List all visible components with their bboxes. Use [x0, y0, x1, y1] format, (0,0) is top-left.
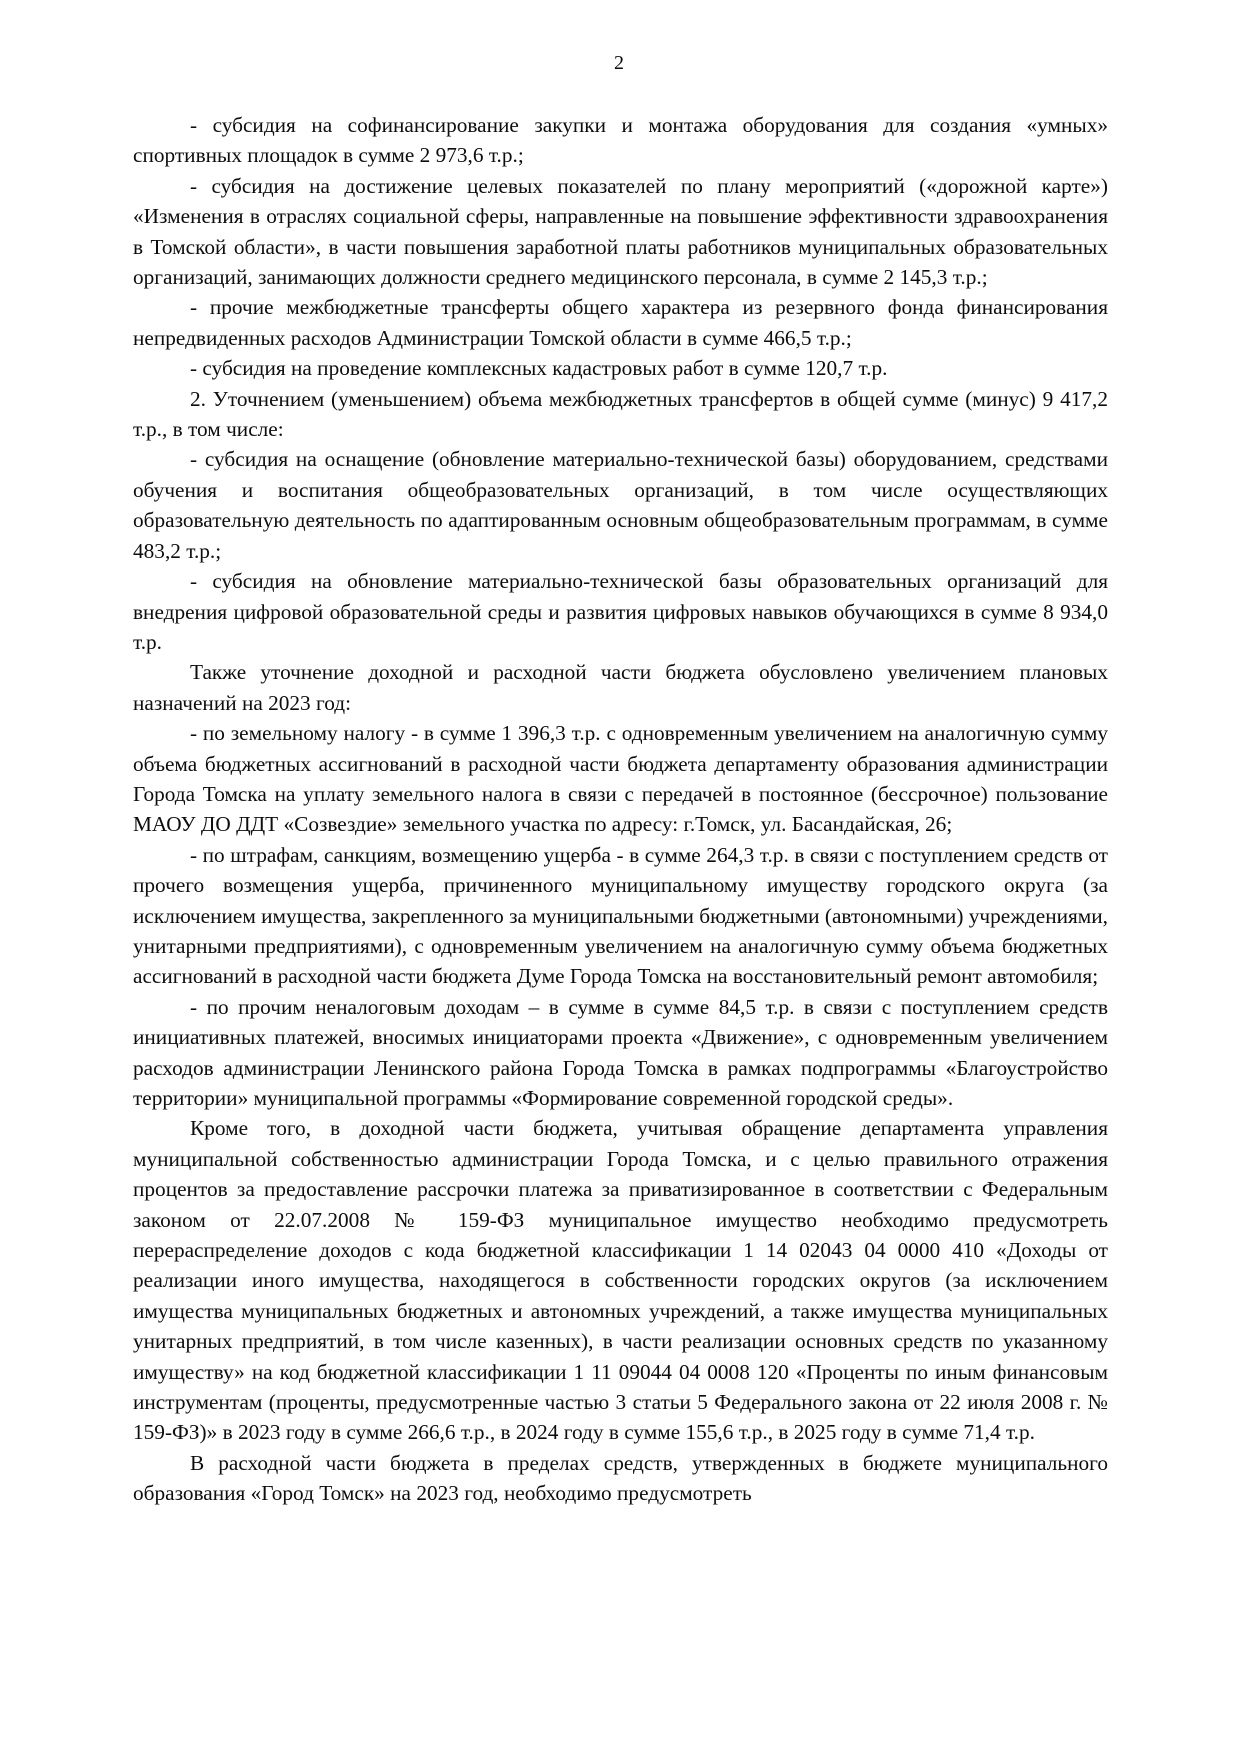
- paragraph: - субсидия на оснащение (обновление материально-технической базы) оборудованием, средствами обучения и воспитания общеобразовательных организаций, в том числе осуществляющих образовательную деятельность по адаптированным основным общеобразовательным программам, в сумме 483,2 т.р.;: [133, 447, 1108, 563]
- paragraph: 2. Уточнением (уменьшением) объема межбюджетных трансфертов в общей сумме (минус) 9 417,2 т.р., в том числе:: [133, 386, 1108, 442]
- paragraph: - прочие межбюджетные трансферты общего характера из резервного фонда финансирования непредвиденных расходов Администрации Томской области в сумме 466,5 т.р.;: [133, 295, 1108, 350]
- paragraph: - субсидия на обновление материально-технической базы образовательных организаций для внедрения цифровой образовательной среды и развития цифровых навыков обучающихся в сумме 8 934,0 т.р.: [133, 569, 1108, 654]
- paragraph: - по прочим неналоговым доходам – в сумме в сумме 84,5 т.р. в связи с поступлением средств инициативных платежей, вносимых инициаторами проекта «Движение», с одновременным увеличением расходов администрации Ленинского района Города Томска в рамках подпрограммы «Благоустройство территории» муниципальной программы «Формирование современной городской среды».: [133, 994, 1108, 1110]
- paragraph: - субсидия на проведение комплексных кадастровых работ в сумме 120,7 т.р.: [190, 356, 888, 381]
- paragraph: - по штрафам, санкциям, возмещению ущерба - в сумме 264,3 т.р. в связи с поступлением средств от прочего возмещения ущерба, причиненного муниципальному имуществу городского округа (за исключением имущества, закрепленного за муниципальными бюджетными (автономными) учреждениями, унитарными предприятиями), с одновременным увеличением на аналогичную сумму объема бюджетных ассигнований в расходной части бюджета Думе Города Томска на восстановительный ремонт автомобиля;: [133, 842, 1108, 989]
- paragraph: В расходной части бюджета в пределах средств, утвержденных в бюджете муниципального образования «Город Томск» на 2023 год, необходимо предусмотреть: [133, 1450, 1108, 1506]
- paragraph: - по земельному налогу - в сумме 1 396,3 т.р. с одновременным увеличением на аналогичную сумму объема бюджетных ассигнований в расходной части бюджета департаменту образования администрации Города Томска на уплату земельного налога в связи с передачей в постоянное (бессрочное) пользование МАОУ ДО ДДТ «Созвездие» земельного участка по адресу: г.Томск, ул. Басандайская, 26;: [133, 721, 1108, 837]
- paragraph: Кроме того, в доходной части бюджета, учитывая обращение департамента управления муниципальной собственностью администрации Города Томска, и с целью правильного отражения процентов за предоставление рассрочки платежа за приватизированное в соответствии с Федеральным законом от 22.07.2008 № 159-ФЗ муниципальное имущество необходимо предусмотреть перераспределение доходов с кода бюджетной классификации 1 14 02043 04 0000 410 «Доходы от реализации иного имущества, находящегося в собственности городских округов (за исключением имущества муниципальных бюджетных и автономных учреждений, а также имущества муниципальных унитарных предприятий, в том числе казенных), в части реализации основных средств по указанному имуществу» на код бюджетной классификации 1 11 09044 04 0008 120 «Проценты по иным финансовым инструментам (проценты, предусмотренные частью 3 статьи 5 Федерального закона от 22 июля 2008 г. № 159-ФЗ)» в 2023 году в сумме 266,6 т.р., в 2024 году в сумме 155,6 т.р., в 2025 году в сумме 71,4 т.р.: [133, 1116, 1108, 1445]
- document-body: [133, 110, 1108, 1509]
- paragraph: - субсидия на софинансирование закупки и монтажа оборудования для создания «умных» спортивных площадок в сумме 2 973,6 т.р.;: [133, 113, 1108, 168]
- page-number: 2: [614, 52, 624, 74]
- paragraph: Также уточнение доходной и расходной части бюджета обусловлено увеличением плановых назначений на 2023 год:: [133, 660, 1108, 715]
- paragraph: - субсидия на достижение целевых показателей по плану мероприятий («дорожной карте») «Изменения в отраслях социальной сферы, направленные на повышение эффективности здравоохранения в Томской области», в части повышения заработной платы работников муниципальных образовательных организаций, занимающих должности среднего медицинского персонала, в сумме 2 145,3 т.р.;: [133, 173, 1108, 290]
